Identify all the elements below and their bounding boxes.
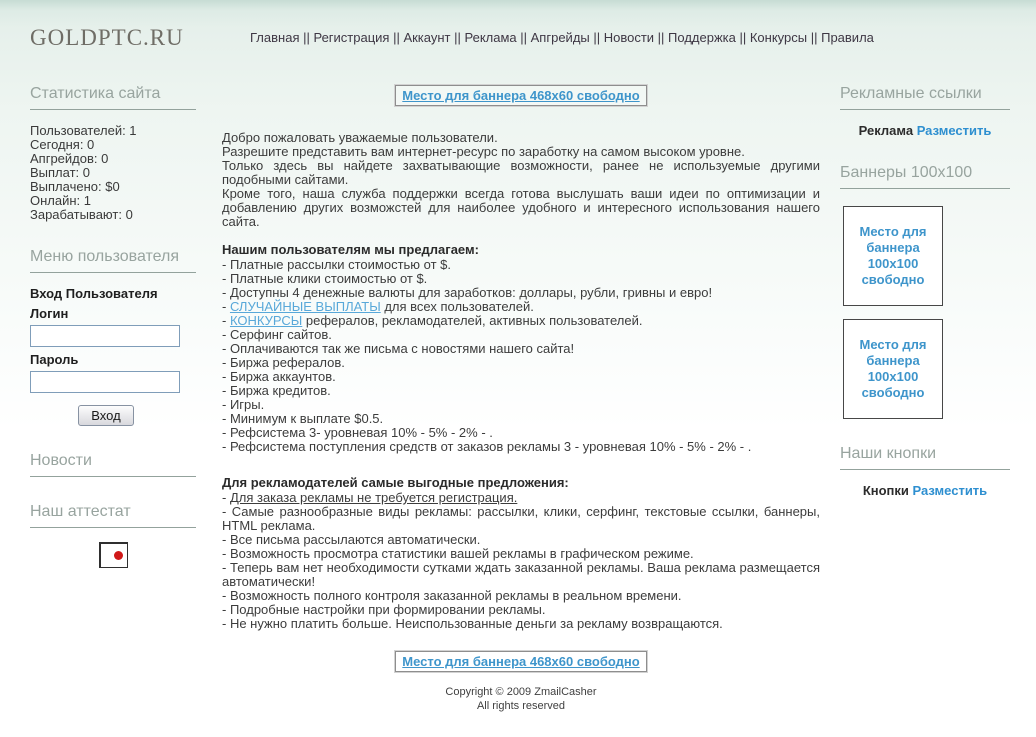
login-button[interactable]: Вход — [78, 405, 133, 426]
stats-list — [30, 124, 196, 222]
login-input[interactable] — [30, 325, 180, 347]
offer-item: - Все письма рассылаются автоматически. — [222, 532, 481, 547]
offer-text: Оплачиваются так же письма с новостями нашего сайта! — [229, 341, 575, 356]
ad-links-title: Рекламные ссылки — [840, 85, 1010, 110]
stat-line: Сегодня: 0 — [30, 137, 95, 152]
offer-text: Рефсистема поступления средств от заказов рекламы 3 - уровневая 10% - 5% - 2% - . — [229, 439, 752, 454]
right-sidebar — [840, 85, 1010, 498]
offer-text: Серфинг сайтов. — [229, 327, 332, 342]
offer-item: - Подробные настройки при формировании рекламы. — [222, 602, 546, 617]
banner-468-top-wrap — [222, 85, 820, 106]
copyright-line: Copyright © 2009 ZmailCasher — [445, 686, 597, 698]
password-input[interactable] — [30, 371, 180, 393]
place-button-link[interactable]: Разместить — [912, 483, 988, 498]
main-content — [222, 85, 820, 737]
offer-text: Все письма рассылаются автоматически. — [229, 532, 481, 547]
nav-item-1[interactable]: Главная — [250, 30, 300, 45]
login-label: Логин — [30, 306, 69, 321]
password-label: Пароль — [30, 352, 79, 367]
offer-item: - Возможность просмотра статистики вашей рекламы в графическом режиме. — [222, 546, 694, 561]
offer-text: Теперь вам нет необходимости сутками ждать заказанной рекламы. Ваша реклама размещается автоматически! — [222, 560, 820, 589]
news-title: Новости — [30, 452, 196, 477]
offer-item: - КОНКУРСЫ рефералов, рекламодателей, активных пользователей. — [222, 313, 643, 328]
banner-468-top-link[interactable]: Место для баннера 468x60 свободно — [395, 85, 646, 106]
users-offers-heading: Нашим пользователям мы предлагаем: — [222, 242, 479, 257]
offer-item: - Рефсистема поступления средств от заказов рекламы 3 - уровневая 10% - 5% - 2% - . — [222, 439, 752, 454]
offer-text: Биржа рефералов. — [229, 355, 345, 370]
content-columns — [0, 85, 1036, 737]
nav-item-7[interactable]: Поддержка — [668, 30, 736, 45]
offer-text: Самые разнообразные виды рекламы: рассылки, клики, серфинг, текстовые ссылки, баннеры, HTML реклама. — [222, 504, 820, 533]
offer-text: Подробные настройки при формировании рекламы. — [229, 602, 546, 617]
offer-text: Минимум к выплате $0.5. — [229, 411, 384, 426]
banners-100-section — [840, 164, 1010, 419]
offer-text: Не нужно платить больше. Неиспользованные деньги за рекламу возвращаются. — [229, 616, 723, 631]
offer-text: рефералов, рекламодателей, активных пользователей. — [302, 313, 643, 328]
certificate-section — [30, 503, 196, 573]
offer-item: - Биржа рефералов. — [222, 355, 345, 370]
offer-item: - СЛУЧАЙНЫЕ ВЫПЛАТЫ для всех пользователей. — [222, 299, 534, 314]
login-form-heading: Вход Пользователя — [30, 286, 158, 301]
nav-item-3[interactable]: Аккаунт — [403, 30, 451, 45]
offer-text: Возможность полного контроля заказанной рекламы в реальном времени. — [229, 588, 682, 603]
stat-line: Пользователей: 1 — [30, 123, 137, 138]
our-buttons-title: Наши кнопки — [840, 445, 1010, 470]
banners-100-title: Баннеры 100x100 — [840, 164, 1010, 189]
site-logo: GOLDPTC.RU — [30, 25, 184, 50]
rights-line: All rights reserved — [476, 700, 566, 712]
news-section — [30, 452, 196, 477]
buttons-label: Кнопки — [862, 483, 909, 498]
offer-text: Для заказа рекламы не требуется регистрация. — [229, 490, 518, 505]
offer-text: Игры. — [229, 397, 265, 412]
stat-line: Выплачено: $0 — [30, 179, 120, 194]
banner-100-slot-1[interactable]: Место для баннера 100x100 свободно — [843, 206, 943, 306]
inline-link[interactable]: СЛУЧАЙНЫЕ ВЫПЛАТЫ — [229, 299, 381, 314]
header — [0, 0, 1036, 85]
inline-link[interactable]: КОНКУРСЫ — [229, 313, 303, 328]
offer-text: Платные рассылки стоимостью от $. — [229, 257, 452, 272]
intro-line: Разрешите представить вам интернет-ресурс по заработку на самом высоком уровне. — [222, 144, 745, 159]
intro-line: Добро пожаловать уважаемые пользователи. — [222, 130, 498, 145]
banner-100-slot-2[interactable]: Место для баннера 100x100 свободно — [843, 319, 943, 419]
broken-image-icon — [114, 551, 123, 560]
nav-item-6[interactable]: Новости — [603, 30, 655, 45]
user-menu-title: Меню пользователя — [30, 248, 196, 273]
nav-item-5[interactable]: Апгрейды — [530, 30, 590, 45]
offer-item: - Теперь вам нет необходимости сутками ждать заказанной рекламы. Ваша реклама размещается автоматически! — [222, 560, 820, 589]
nav-item-4[interactable]: Реклама — [464, 30, 517, 45]
nav-item-9[interactable]: Правила — [821, 30, 874, 45]
login-form — [30, 286, 182, 426]
banner-468-bottom-link[interactable]: Место для баннера 468x60 свободно — [395, 651, 646, 672]
offer-item: - Доступны 4 денежные валюты для заработков: доллары, рубли, гривны и евро! — [222, 285, 713, 300]
offer-text: Доступны 4 денежные валюты для заработков: доллары, рубли, гривны и евро! — [229, 285, 713, 300]
certificate-badge-image[interactable] — [99, 542, 128, 568]
banner-468-bottom-wrap — [222, 651, 820, 672]
ad-links-section — [840, 85, 1010, 138]
offer-item: - Не нужно платить больше. Неиспользованные деньги за рекламу возвращаются. — [222, 616, 723, 631]
main-nav: Главная || Регистрация || Аккаунт || Реклама || Апгрейды || Новости || Поддержка || Конкурсы || Правила — [250, 30, 874, 45]
stat-line: Апгрейдов: 0 — [30, 151, 109, 166]
login-button-row — [30, 405, 182, 426]
offer-item: - Минимум к выплате $0.5. — [222, 411, 384, 426]
certificate-badge-wrap — [30, 542, 196, 573]
offer-text: Платные клики стоимостью от $. — [229, 271, 428, 286]
offer-item: - Биржа аккаунтов. — [222, 369, 336, 384]
users-offers-list — [222, 258, 820, 454]
offer-item: - Биржа кредитов. — [222, 383, 331, 398]
place-ad-link[interactable]: Разместить — [916, 123, 992, 138]
buttons-row — [840, 483, 1010, 498]
stats-title: Статистика сайта — [30, 85, 196, 110]
ad-links-row — [840, 123, 1010, 138]
offer-item: - Игры. — [222, 397, 265, 412]
offer-item: - Оплачиваются так же письма с новостями нашего сайта! — [222, 341, 575, 356]
footer — [222, 685, 820, 737]
offer-item: - Рефсистема 3- уровневая 10% - 5% - 2% - . — [222, 425, 493, 440]
offer-item: - Платные клики стоимостью от $. — [222, 271, 428, 286]
offer-text: Биржа кредитов. — [229, 383, 331, 398]
offer-text: Биржа аккаунтов. — [229, 369, 336, 384]
stat-line: Зарабатывают: 0 — [30, 207, 133, 222]
user-menu-section — [30, 248, 196, 426]
offer-item: - Серфинг сайтов. — [222, 327, 332, 342]
intro-line: Кроме того, наша служба поддержки всегда готова выслушать ваши идеи по оптимизации и добавлению других возможстей для наиболее удобного и интересного использования нашего сайта. — [222, 186, 820, 229]
nav-item-2[interactable]: Регистрация — [313, 30, 390, 45]
advertisers-offers-heading: Для рекламодателей самые выгодные предложения: — [222, 475, 569, 490]
left-sidebar — [30, 85, 196, 573]
nav-item-8[interactable]: Конкурсы — [749, 30, 808, 45]
advertisers-offers-list — [222, 491, 820, 631]
our-buttons-section — [840, 445, 1010, 498]
offer-item: - Самые разнообразные виды рекламы: рассылки, клики, серфинг, текстовые ссылки, баннеры, HTML реклама. — [222, 504, 820, 533]
stat-line: Выплат: 0 — [30, 165, 90, 180]
certificate-title: Наш аттестат — [30, 503, 196, 528]
offer-item: - Для заказа рекламы не требуется регистрация. — [222, 490, 518, 505]
intro-text — [222, 131, 820, 229]
offer-text: Рефсистема 3- уровневая 10% - 5% - 2% - . — [229, 425, 493, 440]
offer-item: - Платные рассылки стоимостью от $. — [222, 257, 452, 272]
offer-text: для всех пользователей. — [380, 299, 534, 314]
intro-line: Только здесь вы найдете захватывающие возможности, ранее не используемые другими подобными сайтами. — [222, 158, 820, 187]
ad-links-label: Реклама — [858, 123, 914, 138]
offer-item: - Возможность полного контроля заказанной рекламы в реальном времени. — [222, 588, 682, 603]
offer-text: Возможность просмотра статистики вашей рекламы в графическом режиме. — [229, 546, 694, 561]
stat-line: Онлайн: 1 — [30, 193, 92, 208]
stats-section — [30, 85, 196, 222]
